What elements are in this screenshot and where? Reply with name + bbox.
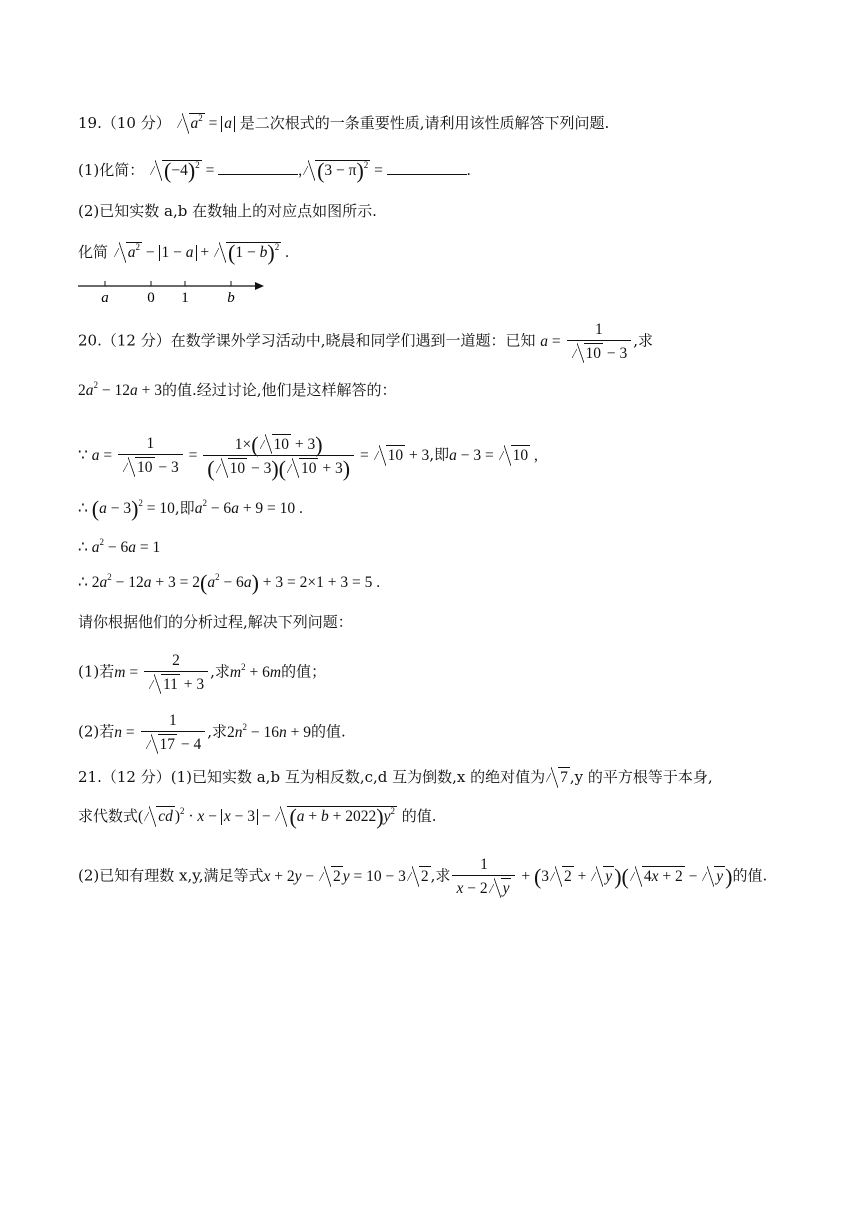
q20-sub2-tail: 的值. xyxy=(311,722,346,741)
q21-part1-text2: ,y 的平方根等于本身, xyxy=(569,768,713,786)
q19-part2-expr: $a^2 - 1 - a + (1 - b)^2$ . xyxy=(113,244,289,261)
q20-sub2-expr: $2n^2 - 16n + 9$ xyxy=(227,721,312,741)
q19-simplify-label: 化简 xyxy=(78,243,109,261)
q21-line2 xyxy=(78,806,437,827)
q20-sub2 xyxy=(78,712,346,754)
q21-number: 21.（12 分） xyxy=(78,768,171,786)
q21-part2-text: (2)已知有理数 x,y,满足等式 xyxy=(78,866,264,885)
q20-step2-mid: ,即 xyxy=(174,499,195,517)
q19-part2: (2)已知实数 a,b 在数轴上的对应点如图所示. xyxy=(78,202,377,220)
q20-stem-line xyxy=(78,321,653,363)
q20-line2-text: 的值.经过讨论,他们是这样解答的： xyxy=(162,381,397,399)
q21-part1-text: (1)已知实数 a,b 互为相反数,c,d 互为倒数,x 的绝对值为 xyxy=(170,768,546,786)
tick-label-a: a xyxy=(101,290,109,305)
q21-part1-ask: 求代数式 xyxy=(78,807,139,825)
q20-sub1-mid: ,求 xyxy=(210,662,230,681)
q21-line3 xyxy=(78,856,767,898)
q20-sub2-mid: ,求 xyxy=(207,722,228,741)
number-line xyxy=(78,277,278,305)
q21-part2-tail: 的值. xyxy=(732,866,768,885)
q19-stem-text: 是二次根式的一条重要性质,请利用该性质解答下列问题. xyxy=(239,114,610,132)
q19-number: 19.（10 分） xyxy=(78,114,171,132)
q20-step1-result: a − 3 = 10 , xyxy=(449,446,538,464)
tick-label-b: b xyxy=(227,290,235,305)
q20-step1-expr: ∵ a = $\frac{1}{10 - 3}$ = $\frac{1\times( 10 + 3)}{( 10 - 3)( 10 + 3)}$ = 10 + 3 xyxy=(78,432,430,481)
q20-step4: ∴ $2a^2 - 12a + 3 = 2(a^2 - 6a) + 3 = 2\times 1 + 3 = 5$ . xyxy=(78,570,381,595)
q20-step2 xyxy=(78,498,303,519)
q20-sub1-tail: 的值； xyxy=(281,662,327,681)
q19-formula: $a^2 = a$ xyxy=(176,115,236,132)
q20-given: a = $\frac{1}{10 - 3}$ xyxy=(540,333,633,350)
q21-part1-expr: ( cd )$^2 \cdot x - x - 3 - (a + b + 2022)y^2$ xyxy=(138,804,395,829)
q21-part2-ask: ,求 xyxy=(430,866,451,885)
q20-sub1-expr: $m^2 + 6m$ xyxy=(229,661,282,681)
q20-sub2-given: n = $\frac{1}{17 - 4}$ xyxy=(114,724,207,741)
q21-part2-expr: $\frac{1}{x - 2 y}$ + (3 2 + y)( 4x + 2 − y) xyxy=(450,868,732,885)
q20-sub1-label: (1)若 xyxy=(78,662,115,681)
q19-part1-expr: $(-4)^2$ = , $(3 - \pi)^2$ = . xyxy=(149,162,471,179)
answer-blank[interactable] xyxy=(218,162,298,175)
q20-sub1-given: m = $\frac{2}{11 + 3}$ xyxy=(114,664,210,681)
q20-step3: ∴ $a^2 - 6a = 1$ xyxy=(78,537,161,556)
q20-step1-mid: ,即 xyxy=(429,445,450,464)
q21-sqrt7: 7 xyxy=(545,769,570,786)
tick-label-1: 1 xyxy=(181,290,189,305)
q20-ask: ,求 xyxy=(633,331,654,350)
q20-step1 xyxy=(78,432,538,481)
q19-part1 xyxy=(78,160,471,181)
q19-stem-line xyxy=(78,113,609,134)
q20-line2 xyxy=(78,380,397,401)
q19-part2-expr-line xyxy=(78,242,289,263)
q20-step2-expr: ∴ $(a - 3)^2 = 10$ xyxy=(78,496,175,521)
q21-part1-tail: 的值. xyxy=(401,807,437,825)
q20-prompt: 请你根据他们的分析过程,解决下列问题： xyxy=(78,613,353,631)
answer-blank[interactable] xyxy=(387,162,467,175)
q21-line1 xyxy=(78,767,713,788)
q20-intro: 在数学课外学习活动中,晓晨和同学们遇到一道题：已知 xyxy=(170,331,536,350)
q20-sub2-label: (2)若 xyxy=(78,722,115,741)
q20-number: 20.（12 分） xyxy=(78,331,171,350)
q20-target-expr: $2a^2 - 12a + 3$ xyxy=(78,380,162,399)
q20-sub1 xyxy=(78,652,326,694)
q20-step2-result: $a^2 - 6a + 9 = 10$ . xyxy=(194,498,303,517)
q21-part2-equation: x + 2y − 2 y = 10 − 3 2 xyxy=(263,867,429,885)
q19-part1-label: (1)化简： xyxy=(78,161,145,179)
tick-label-0: 0 xyxy=(147,290,155,305)
